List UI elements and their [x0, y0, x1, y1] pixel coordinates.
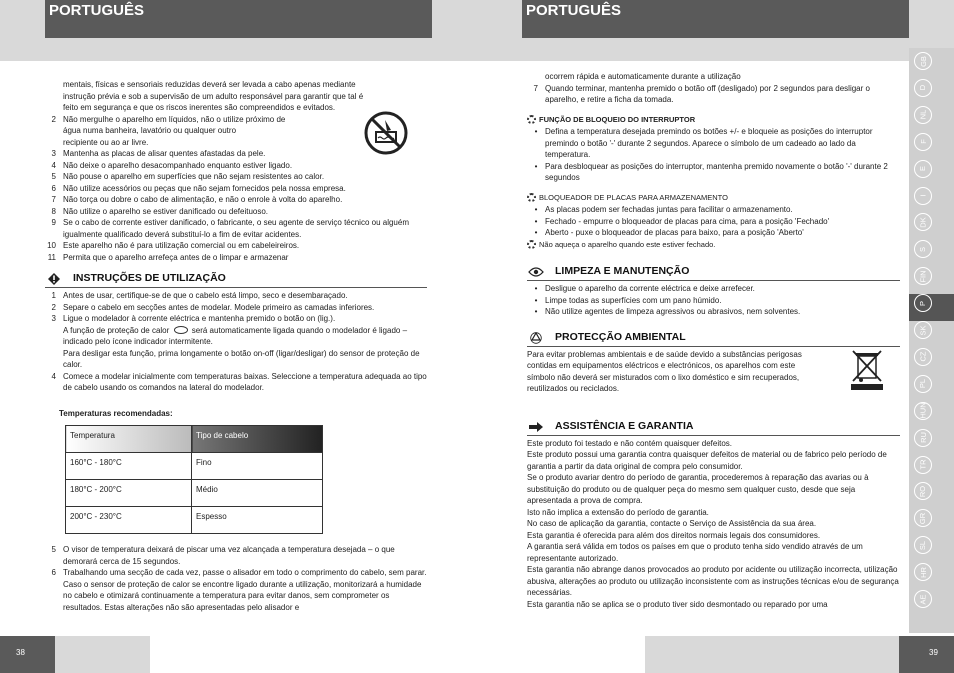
list-item: • Defina a temperatura desejada premindo os botões +/- e bloqueie as posições do interruptor premindo o botão '-' durante 2 segundos. Aparece o símbolo de um cadeado ao lado da temperatura. — [527, 126, 900, 161]
instruction-item: 2 Separe o cabelo em secções antes de modelar. Modele primeiro as camadas inferiores. — [51, 302, 375, 312]
warranty-text — [527, 438, 900, 611]
safety-item: 5 Não pouse o aparelho em superfícies que não sejam resistentes ao calor. — [51, 172, 325, 181]
bullet-icon: • — [534, 161, 538, 171]
list-item: • Aberto - puxe o bloqueador de placas para baixo, para a posição 'Aberto' — [527, 227, 900, 239]
instruction-item: 3 Ligue o modelador à corrente eléctrica e mantenha premido o botão on (lig.). — [51, 314, 336, 323]
language-tab-cz[interactable]: CZ — [914, 348, 932, 366]
instruction-item: 6 Trabalhando uma secção de cada vez, passe o alisador em todo o comprimento do cabelo, sem parar. — [51, 568, 427, 577]
lock-function-list — [527, 126, 900, 184]
language-tab-hun[interactable]: HUN — [914, 402, 932, 420]
language-tab-gr[interactable]: GR — [914, 509, 932, 527]
language-tab-tr[interactable]: TR — [914, 456, 932, 474]
safety-item: 10 Este aparelho não é para utilização comercial ou em cabeleireiros. — [47, 241, 300, 250]
crossed-bin-icon — [849, 347, 885, 391]
safety-item: 2 Não mergulhe o aparelho em líquidos, não o utilize próximo de água numa banheira, lavatório ou qualquer outro recipiente ou ao ar livre. — [51, 114, 286, 147]
table-cell: 160°C - 180°C — [66, 453, 192, 480]
safety-item: 3 Mantenha as placas de alisar quentes afastadas da pele. — [51, 149, 266, 158]
language-tab-d[interactable]: D — [914, 79, 932, 97]
list-item: • Limpe todas as superfícies com um pano húmido. — [527, 295, 900, 307]
language-tab-ae[interactable]: AE — [914, 590, 932, 608]
gear-icon — [527, 240, 536, 249]
safety-item: 8 Não utilize o aparelho se estiver danificado ou defeituoso. — [51, 206, 269, 216]
warranty-paragraph: No caso de aplicação da garantia, contacte o Serviço de Assistência da sua área. — [527, 519, 817, 528]
table-cell: 200°C - 230°C — [66, 507, 192, 534]
list-item: • Desligue o aparelho da corrente eléctrica e deixe arrefecer. — [527, 283, 900, 295]
cleaning-list — [527, 283, 900, 318]
warranty-paragraph: Se o produto avariar dentro do período de garantia, procederemos à reparação das avarias ou à substituição do produto ou de qualquer peça do mesmo sem qualquer custo, desde que seja apresentada a prova de compra. — [527, 473, 869, 505]
warranty-paragraph: Esta garantia é oferecida para além dos direitos normais legais dos consumidores. — [527, 530, 821, 540]
table-cell: Médio — [192, 480, 323, 507]
instruction-item: 1 Antes de usar, certifique-se de que o cabelo está limpo, seco e desembaraçado. — [51, 291, 348, 300]
intro-line: mentais, físicas e sensoriais reduzidas deverá ser levada a cabo apenas mediante — [63, 80, 356, 89]
safety-item: 6 Não utilize acessórios ou peças que não sejam fornecidos pela nossa empresa. — [51, 183, 346, 193]
bullet-icon: • — [534, 216, 538, 226]
language-tab-f[interactable]: F — [914, 133, 932, 151]
intro-text — [45, 79, 427, 114]
bullet-icon: • — [534, 205, 538, 214]
table-header-row — [66, 426, 323, 453]
language-tab-p[interactable]: P — [914, 294, 932, 312]
temperature-table-title: Temperaturas recomendadas: — [59, 408, 173, 418]
temperature-table — [65, 425, 323, 534]
recycle-icon — [527, 332, 545, 344]
list-item: • Não utilize agentes de limpeza agressivos ou abrasivos, nem solventes. — [527, 306, 900, 318]
gear-icon — [527, 193, 536, 202]
left-page-content — [45, 79, 427, 613]
language-tab-sk[interactable]: SK — [914, 321, 932, 339]
safety-list — [45, 148, 427, 263]
intro-line: feito em segurança e que os riscos inerentes são compreendidos e evitados. — [63, 103, 336, 112]
gear-icon — [527, 115, 536, 124]
right-page-number: 39 — [899, 636, 954, 673]
language-tab-dk[interactable]: DK — [914, 213, 932, 231]
heat-protection-text: A função de proteção de calor será automaticamente ligada quando o modelador é ligado – indicado pelo ícone indicador intermitente. Para desligar esta função, prima longamente o botão on-off (ligar/desligar) do sensor de proteção de calor. — [63, 325, 420, 369]
continuation-text: ocorrem rápida e automaticamente durante a utilização — [545, 72, 741, 81]
language-tab-sl[interactable]: SL — [914, 536, 932, 554]
table-cell: 180°C - 200°C — [66, 480, 192, 507]
warranty-paragraph: A garantia será válida em todos os países em que o produto tenha sido vendido através de um representante autorizado. — [527, 542, 863, 563]
plate-lock-list — [527, 204, 900, 239]
table-header-cell: Tipo de cabelo — [192, 426, 323, 453]
warranty-paragraph: Este produto possui uma garantia contra quaisquer defeitos de material ou de fabrico pelo período de garantia a partir da data original de compra pelo consumidor. — [527, 450, 887, 471]
arrow-right-icon — [527, 421, 545, 433]
table-row — [66, 453, 323, 480]
list-item: • As placas podem ser fechadas juntas para facilitar o armazenamento. — [527, 204, 900, 216]
warranty-paragraph: Isto não implica a extensão do período de garantia. — [527, 507, 709, 517]
environment-section-title: PROTECÇÃO AMBIENTAL — [527, 332, 900, 347]
plate-lock-title: BLOQUEADOR DE PLACAS PARA ARMAZENAMENTO — [527, 192, 900, 204]
bullet-icon: • — [534, 228, 538, 237]
no-water-warning-icon — [363, 110, 409, 156]
cleaning-section-title: LIMPEZA E MANUTENÇÃO — [527, 266, 900, 281]
warranty-paragraph: Esta garantia não se aplica se o produto tiver sido desmontado ou reparado por uma — [527, 599, 828, 609]
table-row — [66, 480, 323, 507]
intro-line: instrução prévia e sob a supervisão de um adulto responsável para garantir que tal é — [63, 91, 364, 101]
lock-function-title: FUNÇÃO DE BLOQUEIO DO INTERRUPTOR — [527, 114, 900, 126]
left-page-header: PORTUGUÊS — [45, 0, 432, 38]
language-tab-ru[interactable]: RU — [914, 429, 932, 447]
language-tab-ro[interactable]: RO — [914, 482, 932, 500]
instructions-list — [45, 290, 427, 325]
safety-item: 4 Não deixe o aparelho desacompanhado enquanto estiver ligado. — [51, 160, 293, 170]
plate-lock-note: Não aqueça o aparelho quando este estiver fechado. — [527, 239, 900, 251]
language-tab-e[interactable]: E — [914, 160, 932, 178]
list-item: • Fechado - empurre o bloqueador de placas para cima, para a posição 'Fechado' — [527, 216, 900, 228]
instructions-list-continued — [45, 544, 427, 579]
environment-text: Para evitar problemas ambientais e de saúde devido a substâncias perigosas contidas em equipamentos eléctricos e electrónicos, os aparelhos com este símbolo não deverá ser misturados com o lixo doméstico e sim recuperados, reutilizados ou reciclados. — [527, 349, 802, 393]
safety-item: 9 Se o cabo de corrente estiver danificado, o fabricante, o seu agente de serviço técnico ou alguém igualmente qualificado deverá substituí-lo a fim de evitar acidentes. — [51, 218, 409, 239]
warranty-paragraph: Este produto foi testado e não contém quaisquer defeitos. — [527, 438, 733, 448]
instruction-item: 5 O visor de temperatura deixará de piscar uma vez alcançada a temperatura desejada – o que demorará cerca de 15 segundos. — [51, 545, 395, 566]
language-tab-nl[interactable]: NL — [914, 106, 932, 124]
table-row — [66, 507, 323, 534]
heat-protection-icon — [174, 326, 188, 334]
language-tab-hr[interactable]: HR — [914, 563, 932, 581]
right-page-header: PORTUGUÊS — [522, 0, 909, 38]
warranty-paragraph: Esta garantia não abrange danos provocados ao produto por acidente ou utilização incorrecta, utilização abusiva, alterações ao produto ou utilização inconsistente com as instruções técnicas e/ou de segurança necessárias. — [527, 565, 899, 597]
safety-item: 7 Não torça ou dobre o cabo de alimentação, e não o enrole à volta do aparelho. — [51, 195, 343, 204]
language-tab-pl[interactable]: PL — [914, 375, 932, 393]
instruction-item: 4 Comece a modelar inicialmente com temperaturas baixas. Seleccione a temperatura adequada ao tipo de cabelo usando os comandos na lateral do modelador. — [51, 371, 427, 392]
language-tab-fin[interactable]: FIN — [914, 267, 932, 285]
language-tab-i[interactable]: I — [914, 187, 932, 205]
warning-diamond-icon — [45, 273, 63, 285]
bullet-icon: • — [534, 307, 538, 316]
safety-item: 11 Permita que o aparelho arrefeça antes de o limpar e armazenar — [47, 252, 289, 262]
instruction-item: 7 Quando terminar, mantenha premido o botão off (desligado) por 2 segundos para desligar o aparelho, e retire a ficha da tomada. — [533, 83, 870, 104]
left-page-number: 38 — [0, 636, 55, 673]
right-page-content — [527, 71, 900, 610]
eye-icon — [527, 266, 545, 278]
table-cell: Fino — [192, 453, 323, 480]
closing-text: Caso o sensor de proteção de calor se encontre ligado durante a utilização, monitorizará a humidade no cabelo e otimizará continuamente a temperatura para evitar danos, sem comprometer os resultados. Estas alterações não são apresentadas pelo alisador e — [63, 579, 422, 612]
warranty-section-title: ASSISTÊNCIA E GARANTIA — [527, 421, 900, 436]
bullet-icon: • — [534, 284, 538, 293]
instructions-section-title: INSTRUÇÕES DE UTILIZAÇÃO — [45, 273, 427, 288]
bullet-icon: • — [534, 295, 538, 305]
table-cell: Espesso — [192, 507, 323, 534]
list-item: • Para desbloquear as posições do interruptor, mantenha premido novamente o botão '-' durante 2 segundos — [527, 161, 900, 184]
language-tab-gb[interactable]: GB — [914, 52, 932, 70]
bullet-icon: • — [534, 127, 538, 136]
language-tab-s[interactable]: S — [914, 240, 932, 258]
table-header-cell: Temperatura — [66, 426, 192, 453]
